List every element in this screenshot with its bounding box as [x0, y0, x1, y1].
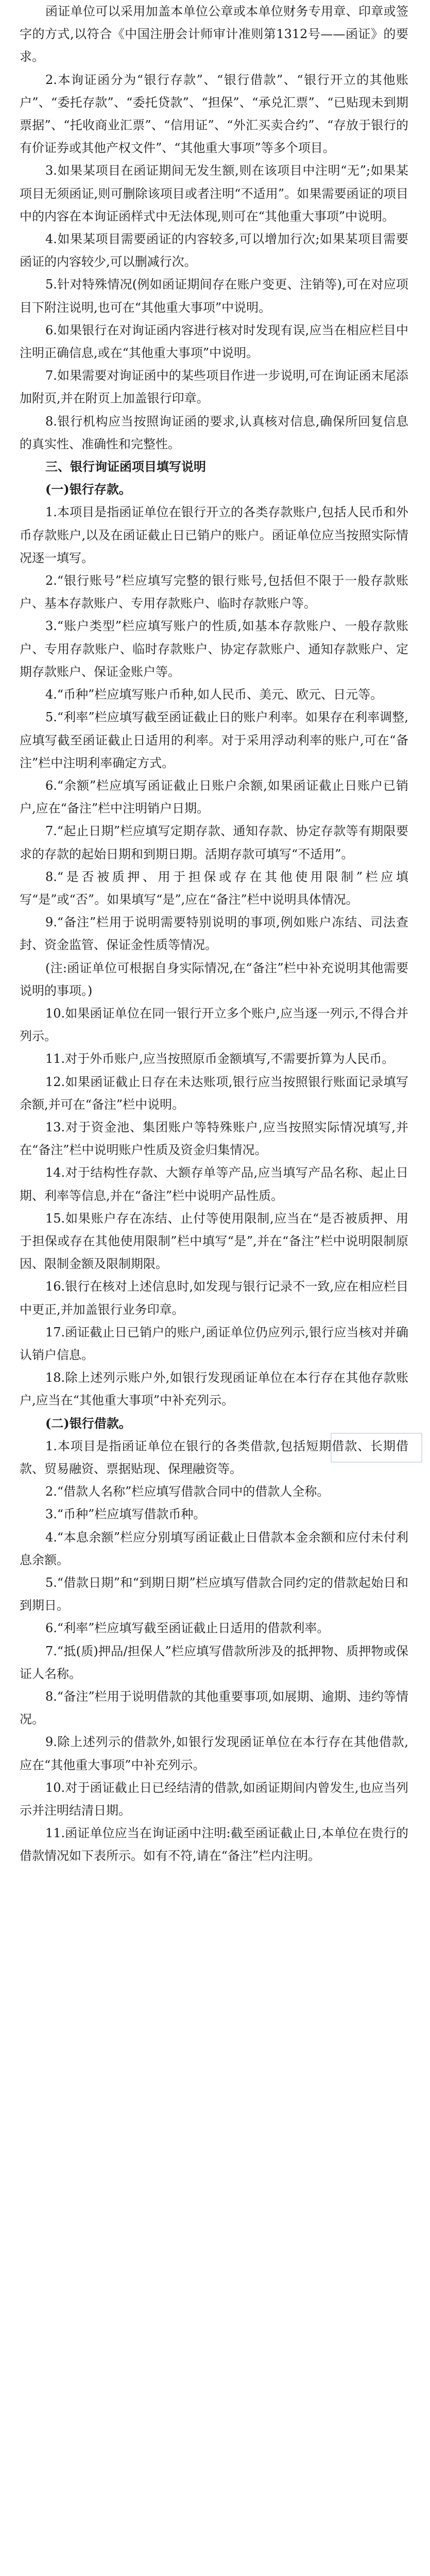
paragraph: 2.本询证函分为“银行存款”、“银行借款”、“银行开立的其他账户”、“委托存款”、“委托贷款”、“担保”、“承兑汇票”、“已贴现未到期票据”、“托收商业汇票”、“信用证”、“外汇买卖合约”、“存放于银行的有价证券或其他产权文件”、“其他重大事项”等多个项目。 — [20, 72, 408, 156]
paragraph: 10.对于函证截止日已经结清的借款,如函证期间内曾发生,也应当列示并注明结清日期。 — [20, 1780, 408, 1818]
subsection-heading: (二)银行借款。 — [45, 1415, 131, 1431]
paragraph: 5.“利率”栏应填写截至函证截止日的账户利率。如果存在利率调整,应填写截至函证截止日适用的利率。对于采用浮动利率的账户,可在“备注”栏中注明利率确定方式。 — [20, 710, 408, 770]
paragraph: 7.“抵(质)押品/担保人”栏应填写借款所涉及的抵押物、质押物或保证人名称。 — [20, 1643, 408, 1681]
paragraph: 7.“起止日期”栏应填写定期存款、通知存款、协定存款等有期限要求的存款的起始日期和到期日期。活期存款可填写“不适用”。 — [20, 824, 408, 861]
paragraph: 4.如果某项目需要函证的内容较多,可以增加行次;如果某项目需要函证的内容较少,可以删减行次。 — [20, 232, 408, 269]
paragraph: 10.如果函证单位在同一银行开立多个账户,应当逐一列示,不得合并列示。 — [20, 1006, 408, 1044]
paragraph: 8.“是否被质押、用于担保或存在其他使用限制”栏应填写“是”或“否”。如果填写“是”,应在“备注”栏中说明具体情况。 — [20, 869, 408, 907]
paragraph: 4.“币种”栏应填写账户币种,如人民币、美元、欧元、日元等。 — [45, 687, 383, 702]
paragraph: 2.“借款人名称”栏应填写借款合同中的借款人全称。 — [45, 1484, 330, 1499]
paragraph: 8.“备注”栏用于说明借款的其他重要事项,如展期、逾期、违约等情况。 — [20, 1689, 408, 1727]
paragraph: 3.如果某项目在函证期间无发生额,则在该项目中注明“无”;如果某项目无须函证,则可删除该项目或者注明“不适用”。如果需要函证的项目中的内容在本询证函样式中无法体现,则可在“其他重大事项”中说明。 — [20, 163, 408, 224]
paragraph: 5.“借款日期”和“到期日期”栏应填写借款合同约定的借款起始日和到期日。 — [20, 1575, 408, 1613]
paragraph: 6.如果银行在对询证函内容进行核对时发现有误,应当在相应栏目中注明正确信息,或在“其他重大事项”中说明。 — [20, 323, 408, 361]
paragraph: 3.“账户类型”栏应填写账户的性质,如基本存款账户、一般存款账户、专用存款账户、临时存款账户、协定存款账户、通知存款账户、定期存款账户、保证金账户等。 — [20, 619, 408, 679]
paragraph: 3.“币种”栏应填写借款币种。 — [45, 1507, 206, 1522]
paragraph: (注:函证单位可根据自身实际情况,在“备注”栏中补充说明其他需要说明的事项。) — [20, 960, 408, 998]
section-heading: 三、银行询证函项目填写说明 — [45, 460, 206, 474]
paragraph: 9.“备注”栏用于说明需要特别说明的事项,例如账户冻结、司法查封、资金监管、保证金性质等情况。 — [20, 915, 408, 953]
document-body — [20, 0, 408, 1868]
paragraph: 17.函证截止日已销户的账户,函证单位仍应列示,银行应当核对并确认销户信息。 — [20, 1325, 408, 1362]
paragraph: 7.如果需要对询证函中的某些项目作进一步说明,可在询证函末尾添加附页,并在附页上加盖银行印章。 — [20, 368, 408, 406]
paragraph: 12.如果函证截止日存在未达账项,银行应当按照银行账面记录填写余额,并可在“备注”栏中说明。 — [20, 1074, 408, 1112]
paragraph: 6.“利率”栏应填写截至函证截止日适用的借款利率。 — [45, 1621, 330, 1636]
paragraph: 6.“余额”栏应填写函证截止日账户余额,如果函证截止日账户已销户,应在“备注”栏中注明销户日期。 — [20, 778, 408, 816]
paragraph: 11.对于外币账户,应当按照原币金额填写,不需要折算为人民币。 — [45, 1052, 394, 1066]
paragraph: 函证单位可以采用加盖本单位公章或本单位财务专用章、印章或签字的方式,以符合《中国注册会计师审计准则第1312号——函证》的要求。 — [20, 4, 408, 64]
paragraph: 8.银行机构应当按照询证函的要求,认真核对信息,确保所回复信息的真实性、准确性和完整性。 — [20, 414, 408, 451]
paragraph: 9.除上述列示的借款外,如银行发现函证单位在本行存在其他借款,应在“其他重大事项”中补充列示。 — [20, 1735, 408, 1772]
subsection-heading: (一)银行存款。 — [45, 482, 131, 497]
paragraph: 11.函证单位应当在询证函中注明:截至函证截止日,本单位在贵行的借款情况如下表所示。如有不符,请在“备注”栏内注明。 — [20, 1826, 408, 1863]
paragraph: 5.针对特殊情况(例如函证期间存在账户变更、注销等),可在对应项目下附注说明,也可在“其他重大事项”中说明。 — [20, 277, 408, 315]
paragraph: 1.本项目是指函证单位在银行开立的各类存款账户,包括人民币和外币存款账户,以及在函证截止日已销户的账户。函证单位应当按照实际情况逐一填写。 — [20, 505, 408, 565]
paragraph: 18.除上述列示账户外,如银行发现函证单位在本行存在其他存款账户,应当在“其他重大事项”中补充列示。 — [20, 1370, 408, 1408]
paragraph: 13.对于资金池、集团账户等特殊账户,应当按照实际情况填写,并在“备注”栏中说明账户性质及资金归集情况。 — [20, 1120, 408, 1158]
paragraph: 14.对于结构性存款、大额存单等产品,应当填写产品名称、起止日期、利率等信息,并在“备注”栏中说明产品性质。 — [20, 1165, 408, 1203]
paragraph: 4.“本息余额”栏应分别填写函证截止日借款本金余额和应付未付利息余额。 — [20, 1530, 408, 1567]
paragraph: 2.“银行账号”栏应填写完整的银行账号,包括但不限于一般存款账户、基本存款账户、专用存款账户、临时存款账户等。 — [20, 573, 408, 611]
paragraph: 1.本项目是指函证单位在银行的各类借款,包括短期借款、长期借款、贸易融资、票据贴现、保理融资等。 — [20, 1438, 408, 1476]
paragraph: 16.银行在核对上述信息时,如发现与银行记录不一致,应在相应栏目中更正,并加盖银行业务印章。 — [20, 1279, 408, 1317]
paragraph: 15.如果账户存在冻结、止付等使用限制,应当在“是否被质押、用于担保或存在其他使用限制”栏中填写“是”,并在“备注”栏中说明限制原因、限制金额及限制期限。 — [20, 1211, 408, 1272]
